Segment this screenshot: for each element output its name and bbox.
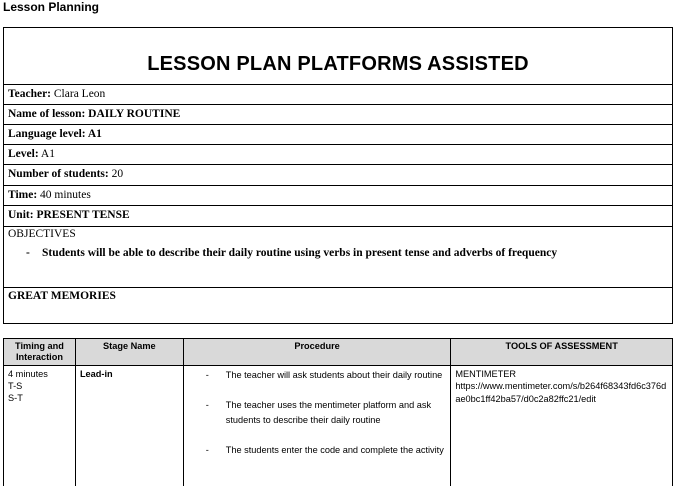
lesson-name-label: Name of lesson: (8, 108, 86, 120)
lesson-name-row (4, 104, 672, 124)
teacher-value: Clara Leon (51, 88, 106, 100)
list-item (188, 398, 447, 428)
list-item (188, 368, 447, 383)
language-level-value: A1 (85, 128, 102, 140)
procedure-step-2: The teacher uses the mentimeter platform and ask students to describe their daily routine (225, 400, 432, 425)
time-value: 40 minutes (37, 189, 91, 201)
stage-table-header-row (4, 339, 673, 366)
students-label: Number of students: (8, 168, 109, 180)
objective-text: Students will be able to describe their daily routine using verbs in present tense and adverbs of frequency (42, 247, 558, 259)
interaction-ts: T-S (8, 381, 23, 391)
procedure-step-3: The students enter the code and complete the activity (225, 445, 444, 455)
table-row (4, 366, 673, 486)
document-heading: Lesson Planning (3, 0, 100, 14)
objectives-section (4, 226, 672, 287)
level-value: A1 (38, 148, 55, 160)
teacher-row (4, 84, 672, 104)
objective-bullet: - (26, 247, 30, 259)
header-stage-name: Stage Name (75, 339, 183, 366)
great-memories-section: GREAT MEMORIES (4, 287, 672, 324)
header-tools: TOOLS OF ASSESSMENT (451, 339, 673, 366)
teacher-label: Teacher: (8, 88, 52, 100)
header-procedure: Procedure (183, 339, 451, 366)
stage-table (3, 338, 673, 486)
procedure-bullet: - (205, 400, 209, 410)
procedure-step-1: The teacher will ask students about their daily routine (225, 370, 443, 380)
language-level-label: Language level: (8, 128, 86, 140)
stage-name-cell (75, 366, 183, 486)
lesson-name-value: DAILY ROUTINE (85, 108, 181, 120)
students-row (4, 164, 672, 184)
unit-label: Unit: (8, 209, 34, 221)
unit-row (4, 205, 672, 225)
stage-name: Lead-in (79, 369, 113, 379)
time-value-cell: 4 minutes (8, 369, 48, 379)
time-label: Time: (8, 189, 38, 201)
unit-value: PRESENT TENSE (33, 209, 130, 221)
language-level-row (4, 124, 672, 144)
time-row (4, 185, 672, 205)
lesson-plan-title: LESSON PLAN PLATFORMS ASSISTED (147, 53, 529, 75)
level-label: Level: (8, 148, 39, 160)
header-timing: Timing and Interaction (4, 339, 76, 366)
lesson-plan-header-box (3, 27, 673, 324)
tool-name: MENTIMETER (455, 369, 517, 379)
list-item (188, 443, 447, 458)
timing-cell (4, 366, 76, 486)
level-row (4, 144, 672, 164)
mentimeter-link[interactable]: https://www.mentimeter.com/s/b264f68343fd6c376dae0bc1ff42ba57/d0c2a82ffc21/edit (455, 381, 667, 404)
interaction-st: S-T (8, 393, 23, 403)
procedure-list (188, 368, 447, 458)
procedure-bullet: - (205, 370, 209, 380)
objective-item (26, 247, 557, 259)
objectives-label: OBJECTIVES (8, 228, 76, 240)
tools-cell (451, 366, 673, 486)
students-value: 20 (108, 168, 124, 180)
procedure-cell (183, 366, 451, 486)
procedure-bullet: - (205, 445, 209, 455)
